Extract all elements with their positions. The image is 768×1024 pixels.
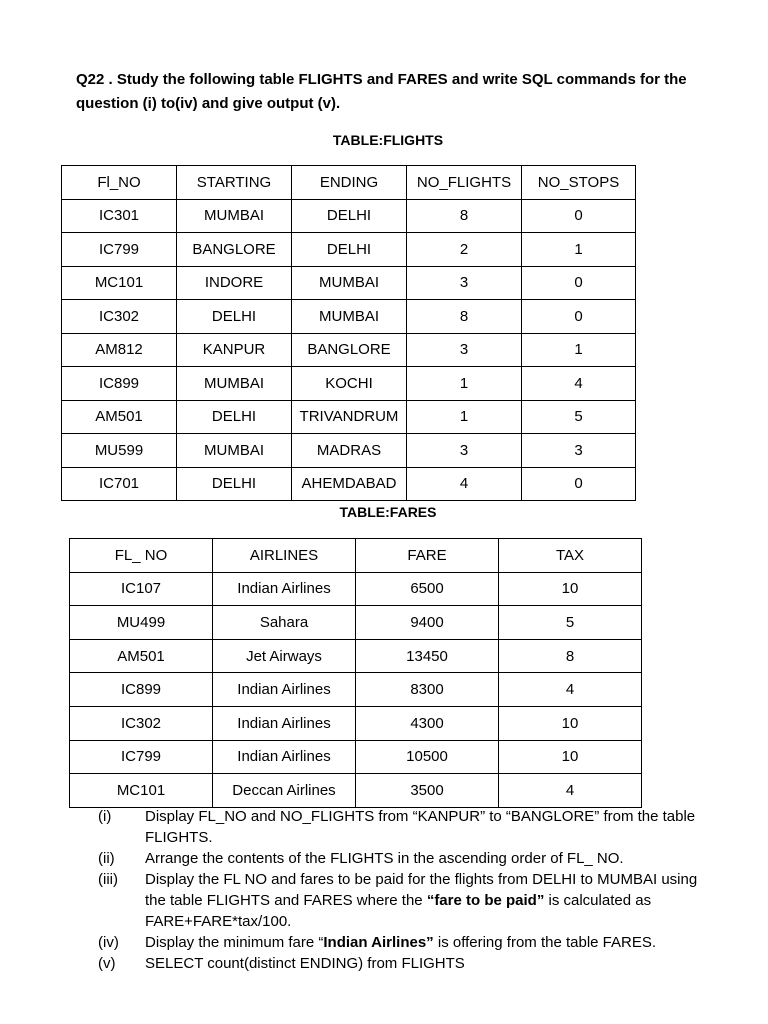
question-text: Arrange the contents of the FLIGHTS in the ascending order of FL_ NO. bbox=[145, 850, 624, 867]
flights-cell: IC301 bbox=[62, 199, 177, 233]
table-row bbox=[70, 673, 642, 707]
flights-cell: 8 bbox=[407, 199, 522, 233]
table-row bbox=[70, 774, 642, 808]
fares-cell: 10 bbox=[499, 740, 642, 774]
fares-cell: Deccan Airlines bbox=[213, 774, 356, 808]
flights-table-caption: TABLE:FLIGHTS bbox=[332, 132, 444, 148]
question-number: (ii) bbox=[98, 850, 115, 867]
flights-cell: BANGLORE bbox=[177, 233, 292, 267]
fares-cell: Sahara bbox=[213, 606, 356, 640]
flights-cell: IC302 bbox=[62, 300, 177, 334]
question-number: (iii) bbox=[98, 871, 118, 888]
flights-cell: 0 bbox=[522, 467, 636, 501]
question-text: Display FL_NO and NO_FLIGHTS from “KANPUR” to “BANGLORE” from the table FLIGHTS. bbox=[145, 808, 696, 846]
fares-header-row bbox=[70, 539, 642, 573]
fares-cell: IC107 bbox=[70, 572, 213, 606]
table-row bbox=[62, 199, 636, 233]
fares-header-cell: FL_ NO bbox=[70, 539, 213, 573]
question-item bbox=[98, 806, 718, 848]
flights-cell: 3 bbox=[407, 434, 522, 468]
question-item bbox=[98, 869, 718, 932]
fares-cell: 9400 bbox=[356, 606, 499, 640]
fares-cell: 4 bbox=[499, 774, 642, 808]
question-text: Display the FL NO and fares to be paid for the flights from DELHI to MUMBAI using the table FLIGHTS and FARES where the “fare to be paid” is calculated as FARE+FARE*tax/100. bbox=[145, 871, 698, 930]
flights-header-cell: NO_STOPS bbox=[522, 166, 636, 200]
flights-cell: 3 bbox=[522, 434, 636, 468]
fares-cell: 10 bbox=[499, 706, 642, 740]
fares-cell: 8300 bbox=[356, 673, 499, 707]
flights-cell: MUMBAI bbox=[177, 199, 292, 233]
fares-table-caption: TABLE:FARES bbox=[339, 504, 437, 520]
table-row bbox=[70, 572, 642, 606]
flights-header-cell: STARTING bbox=[177, 166, 292, 200]
fares-cell: 6500 bbox=[356, 572, 499, 606]
flights-cell: KANPUR bbox=[177, 333, 292, 367]
fares-cell: Indian Airlines bbox=[213, 706, 356, 740]
fares-cell: IC799 bbox=[70, 740, 213, 774]
table-row bbox=[70, 706, 642, 740]
flights-cell: MUMBAI bbox=[177, 367, 292, 401]
table-row bbox=[62, 400, 636, 434]
fares-cell: Jet Airways bbox=[213, 639, 356, 673]
flights-cell: 4 bbox=[522, 367, 636, 401]
table-row bbox=[70, 639, 642, 673]
table-row bbox=[70, 606, 642, 640]
fares-table bbox=[69, 538, 642, 808]
question-number: (v) bbox=[98, 955, 116, 972]
flights-header-cell: NO_FLIGHTS bbox=[407, 166, 522, 200]
flights-cell: 0 bbox=[522, 199, 636, 233]
question-item bbox=[98, 953, 718, 974]
flights-cell: MC101 bbox=[62, 266, 177, 300]
fares-cell: MC101 bbox=[70, 774, 213, 808]
flights-cell: MADRAS bbox=[292, 434, 407, 468]
fares-cell: Indian Airlines bbox=[213, 572, 356, 606]
flights-cell: 5 bbox=[522, 400, 636, 434]
fares-cell: 10 bbox=[499, 572, 642, 606]
question-number: (iv) bbox=[98, 934, 119, 951]
fares-header-cell: TAX bbox=[499, 539, 642, 573]
table-row bbox=[62, 233, 636, 267]
question-list bbox=[98, 806, 718, 974]
flights-cell: 4 bbox=[407, 467, 522, 501]
flights-cell: DELHI bbox=[177, 300, 292, 334]
flights-cell: AHEMDABAD bbox=[292, 467, 407, 501]
flights-cell: 8 bbox=[407, 300, 522, 334]
table-row bbox=[62, 266, 636, 300]
flights-cell: BANGLORE bbox=[292, 333, 407, 367]
flights-cell: IC899 bbox=[62, 367, 177, 401]
flights-cell: 3 bbox=[407, 266, 522, 300]
table-row bbox=[62, 333, 636, 367]
fares-cell: 13450 bbox=[356, 639, 499, 673]
flights-cell: INDORE bbox=[177, 266, 292, 300]
question-item bbox=[98, 932, 718, 953]
fares-cell: 10500 bbox=[356, 740, 499, 774]
table-row bbox=[70, 740, 642, 774]
question-number: (i) bbox=[98, 808, 112, 825]
question-text: Display the minimum fare “Indian Airlines” is offering from the table FARES. bbox=[145, 934, 657, 951]
fares-cell: AM501 bbox=[70, 639, 213, 673]
fares-header-cell: FARE bbox=[356, 539, 499, 573]
table-row bbox=[62, 434, 636, 468]
flights-cell: AM812 bbox=[62, 333, 177, 367]
flights-cell: AM501 bbox=[62, 400, 177, 434]
flights-header-row bbox=[62, 166, 636, 200]
table-row bbox=[62, 367, 636, 401]
flights-cell: DELHI bbox=[177, 400, 292, 434]
flights-cell: MUMBAI bbox=[292, 266, 407, 300]
fares-cell: IC899 bbox=[70, 673, 213, 707]
flights-cell: DELHI bbox=[292, 233, 407, 267]
question-text: SELECT count(distinct ENDING) from FLIGHTS bbox=[145, 955, 465, 972]
flights-cell: MUMBAI bbox=[177, 434, 292, 468]
fares-cell: MU499 bbox=[70, 606, 213, 640]
table-row bbox=[62, 467, 636, 501]
flights-cell: TRIVANDRUM bbox=[292, 400, 407, 434]
flights-cell: 1 bbox=[522, 233, 636, 267]
flights-cell: 0 bbox=[522, 300, 636, 334]
table-row bbox=[62, 300, 636, 334]
fares-header-cell: AIRLINES bbox=[213, 539, 356, 573]
fares-cell: IC302 bbox=[70, 706, 213, 740]
flights-cell: IC799 bbox=[62, 233, 177, 267]
fares-cell: 4 bbox=[499, 673, 642, 707]
fares-cell: Indian Airlines bbox=[213, 740, 356, 774]
flights-cell: 1 bbox=[407, 400, 522, 434]
question-heading: Q22 . Study the following table FLIGHTS and FARES and write SQL commands for the question (i) to(iv) and give output (v). bbox=[76, 71, 687, 112]
fares-cell: 4300 bbox=[356, 706, 499, 740]
flights-table bbox=[61, 165, 636, 501]
fares-cell: 3500 bbox=[356, 774, 499, 808]
flights-cell: KOCHI bbox=[292, 367, 407, 401]
flights-cell: IC701 bbox=[62, 467, 177, 501]
flights-cell: 1 bbox=[522, 333, 636, 367]
flights-cell: DELHI bbox=[292, 199, 407, 233]
fares-cell: 5 bbox=[499, 606, 642, 640]
flights-cell: DELHI bbox=[177, 467, 292, 501]
flights-cell: 1 bbox=[407, 367, 522, 401]
flights-cell: MU599 bbox=[62, 434, 177, 468]
flights-cell: 2 bbox=[407, 233, 522, 267]
flights-cell: 0 bbox=[522, 266, 636, 300]
fares-cell: 8 bbox=[499, 639, 642, 673]
question-item bbox=[98, 848, 718, 869]
flights-header-cell: Fl_NO bbox=[62, 166, 177, 200]
flights-cell: 3 bbox=[407, 333, 522, 367]
flights-cell: MUMBAI bbox=[292, 300, 407, 334]
flights-header-cell: ENDING bbox=[292, 166, 407, 200]
fares-cell: Indian Airlines bbox=[213, 673, 356, 707]
